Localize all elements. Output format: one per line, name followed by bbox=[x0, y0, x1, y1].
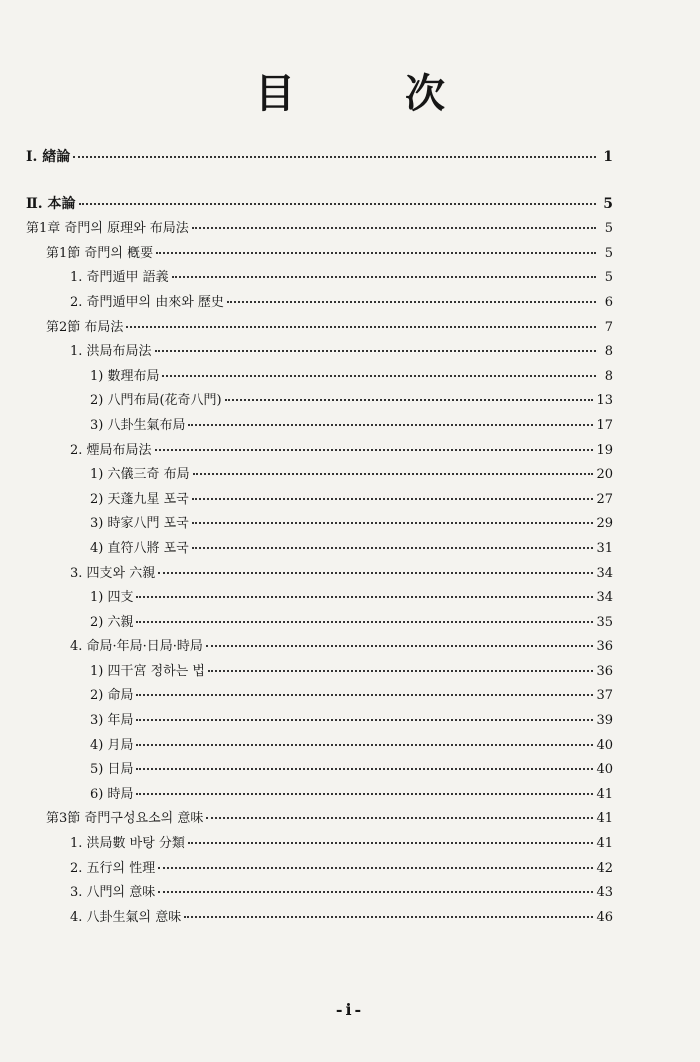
dot-leader bbox=[158, 867, 593, 869]
dot-leader bbox=[192, 522, 594, 524]
toc-entry bbox=[0, 146, 700, 171]
toc-entry-page: 31 bbox=[596, 540, 613, 556]
dot-leader bbox=[192, 498, 594, 500]
toc-entry-label: 3) 八卦生氣布局 bbox=[90, 417, 186, 433]
toc-entry-page: 41 bbox=[596, 836, 613, 852]
toc-entry-label: 2. 奇門遁甲의 由來와 歷史 bbox=[70, 294, 224, 310]
dot-leader bbox=[193, 473, 594, 475]
dot-leader bbox=[136, 621, 593, 623]
dot-leader bbox=[136, 596, 593, 598]
toc-entry-page: 46 bbox=[596, 909, 613, 925]
toc-entry-label: 3) 年局 bbox=[90, 713, 134, 729]
dot-leader bbox=[172, 276, 596, 278]
toc-entry bbox=[0, 611, 700, 636]
toc-entry-page: 34 bbox=[596, 565, 613, 581]
dot-leader bbox=[158, 572, 593, 574]
dot-leader bbox=[156, 252, 596, 254]
toc-entry-page: 36 bbox=[596, 663, 613, 679]
toc-entry-page: 20 bbox=[596, 467, 613, 483]
toc-entry bbox=[0, 316, 700, 341]
toc-entry bbox=[0, 709, 700, 734]
toc-entry-page: 36 bbox=[596, 639, 613, 655]
toc-entry-page: 8 bbox=[604, 368, 613, 384]
toc-entry-label: 3) 時家八門 포국 bbox=[90, 516, 189, 532]
toc-entry-page: 6 bbox=[604, 294, 613, 310]
toc-entry bbox=[0, 832, 700, 857]
toc-entry-label: 1) 數理布局 bbox=[90, 368, 160, 384]
toc-entry-page: 35 bbox=[596, 614, 613, 630]
dot-leader bbox=[227, 301, 596, 303]
toc-entry-label: 1. 洪局布局法 bbox=[70, 344, 152, 360]
dot-leader bbox=[136, 694, 593, 696]
dot-leader bbox=[155, 449, 594, 451]
dot-leader bbox=[126, 326, 596, 328]
toc-entry-page: 5 bbox=[604, 270, 613, 286]
toc-entry-label: Ⅰ. 緖論 bbox=[26, 149, 71, 165]
toc-entry-label: 2. 五行의 性理 bbox=[70, 860, 156, 876]
dot-leader bbox=[208, 670, 593, 672]
toc-entry-page: 5 bbox=[604, 221, 613, 237]
toc-entry-page: 1 bbox=[603, 149, 613, 165]
dot-leader bbox=[155, 350, 596, 352]
toc-entry-page: 41 bbox=[596, 786, 613, 802]
toc-entry-label: 2) 六親 bbox=[90, 614, 134, 630]
toc-entry-page: 5 bbox=[603, 195, 613, 212]
toc-entry bbox=[0, 906, 700, 931]
toc-entry-page: 19 bbox=[596, 442, 613, 458]
toc-entry-label: 5) 日局 bbox=[90, 762, 134, 778]
dot-leader bbox=[188, 424, 593, 426]
dot-leader bbox=[136, 719, 593, 721]
toc-entry bbox=[0, 488, 700, 513]
toc-entry-label: 1. 洪局數 바탕 分類 bbox=[70, 836, 185, 852]
dot-leader bbox=[136, 744, 593, 746]
dot-leader bbox=[79, 203, 596, 205]
toc-entry bbox=[0, 758, 700, 783]
toc-entry-label: 第2節 布局法 bbox=[46, 319, 124, 335]
toc-entry bbox=[0, 266, 700, 291]
toc-entry-page: 7 bbox=[604, 319, 613, 335]
toc-entry bbox=[0, 562, 700, 587]
toc-entry-label: 4. 命局·年局·日局·時局 bbox=[70, 639, 203, 655]
toc-entry bbox=[0, 414, 700, 439]
toc-entry-label: 4. 八卦生氣의 意味 bbox=[70, 909, 182, 925]
toc-entry-label: 1. 奇門遁甲 語義 bbox=[70, 270, 169, 286]
toc-entry bbox=[0, 660, 700, 685]
toc-entry-page: 8 bbox=[604, 344, 613, 360]
toc-entry-page: 42 bbox=[596, 860, 613, 876]
toc-entry-label: 第3節 奇門구성요소의 意味 bbox=[46, 811, 204, 827]
dot-leader bbox=[188, 842, 594, 844]
toc-entry bbox=[0, 512, 700, 537]
dot-leader bbox=[206, 645, 594, 647]
dot-leader bbox=[162, 375, 596, 377]
dot-leader bbox=[136, 768, 593, 770]
toc-entry-label: 6) 時局 bbox=[90, 786, 134, 802]
dot-leader bbox=[206, 817, 593, 819]
toc-entry-page: 27 bbox=[596, 491, 613, 507]
toc-entry-label: Ⅱ. 本論 bbox=[26, 195, 76, 212]
dot-leader bbox=[192, 227, 596, 229]
toc-entry bbox=[0, 537, 700, 562]
toc-entry bbox=[0, 734, 700, 759]
dot-leader bbox=[136, 793, 593, 795]
toc-entry-page: 5 bbox=[604, 245, 613, 261]
toc-entry-label: 3. 八門의 意味 bbox=[70, 885, 156, 901]
toc-entry-page: 39 bbox=[596, 713, 613, 729]
toc-entry-label: 1) 六儀三奇 布局 bbox=[90, 467, 190, 483]
dot-leader bbox=[225, 399, 594, 401]
toc-entry-page: 17 bbox=[596, 417, 613, 433]
toc-entry bbox=[0, 586, 700, 611]
toc-entry-page: 41 bbox=[596, 811, 613, 827]
toc-entry-page: 13 bbox=[596, 393, 613, 409]
toc-entry-label: 2) 八門布局(花奇八門) bbox=[90, 393, 222, 409]
dot-leader bbox=[73, 156, 596, 158]
toc-entry-label: 3. 四支와 六親 bbox=[70, 565, 156, 581]
toc-entry bbox=[0, 684, 700, 709]
toc-entry-page: 40 bbox=[596, 737, 613, 753]
page-title: 目 次 bbox=[255, 70, 493, 117]
toc-entry-page: 37 bbox=[596, 688, 613, 704]
toc-entry-label: 4) 月局 bbox=[90, 737, 134, 753]
toc-entry-label: 2) 命局 bbox=[90, 688, 134, 704]
toc-entry bbox=[0, 340, 700, 365]
toc-entry bbox=[0, 807, 700, 832]
toc-entry-page: 40 bbox=[596, 762, 613, 778]
toc-entry-page: 43 bbox=[596, 885, 613, 901]
toc-entry-label: 2. 煙局布局法 bbox=[70, 442, 152, 458]
toc-entry bbox=[0, 242, 700, 267]
toc-entry bbox=[0, 291, 700, 316]
toc-entry bbox=[0, 193, 700, 218]
toc-entry bbox=[0, 365, 700, 390]
toc-entry-label: 2) 天蓬九星 포국 bbox=[90, 491, 189, 507]
toc-entry bbox=[0, 389, 700, 414]
table-of-contents bbox=[0, 146, 700, 930]
toc-entry-label: 第1節 奇門의 槪要 bbox=[46, 245, 154, 261]
toc-entry bbox=[0, 857, 700, 882]
toc-entry bbox=[0, 881, 700, 906]
dot-leader bbox=[184, 916, 593, 918]
page-number: -i- bbox=[335, 1000, 365, 1019]
dot-leader bbox=[192, 547, 594, 549]
toc-entry bbox=[0, 783, 700, 808]
dot-leader bbox=[158, 891, 593, 893]
toc-entry-label: 4) 直符八將 포국 bbox=[90, 540, 189, 556]
toc-entry-label: 1) 四干宮 정하는 법 bbox=[90, 663, 205, 679]
toc-entry-label: 1) 四支 bbox=[90, 590, 134, 606]
toc-entry bbox=[0, 463, 700, 488]
toc-entry-page: 29 bbox=[596, 516, 613, 532]
toc-entry bbox=[0, 217, 700, 242]
toc-entry bbox=[0, 439, 700, 464]
toc-entry-label: 第1章 奇門의 原理와 布局法 bbox=[26, 221, 189, 237]
toc-entry bbox=[0, 635, 700, 660]
toc-entry-page: 34 bbox=[596, 590, 613, 606]
